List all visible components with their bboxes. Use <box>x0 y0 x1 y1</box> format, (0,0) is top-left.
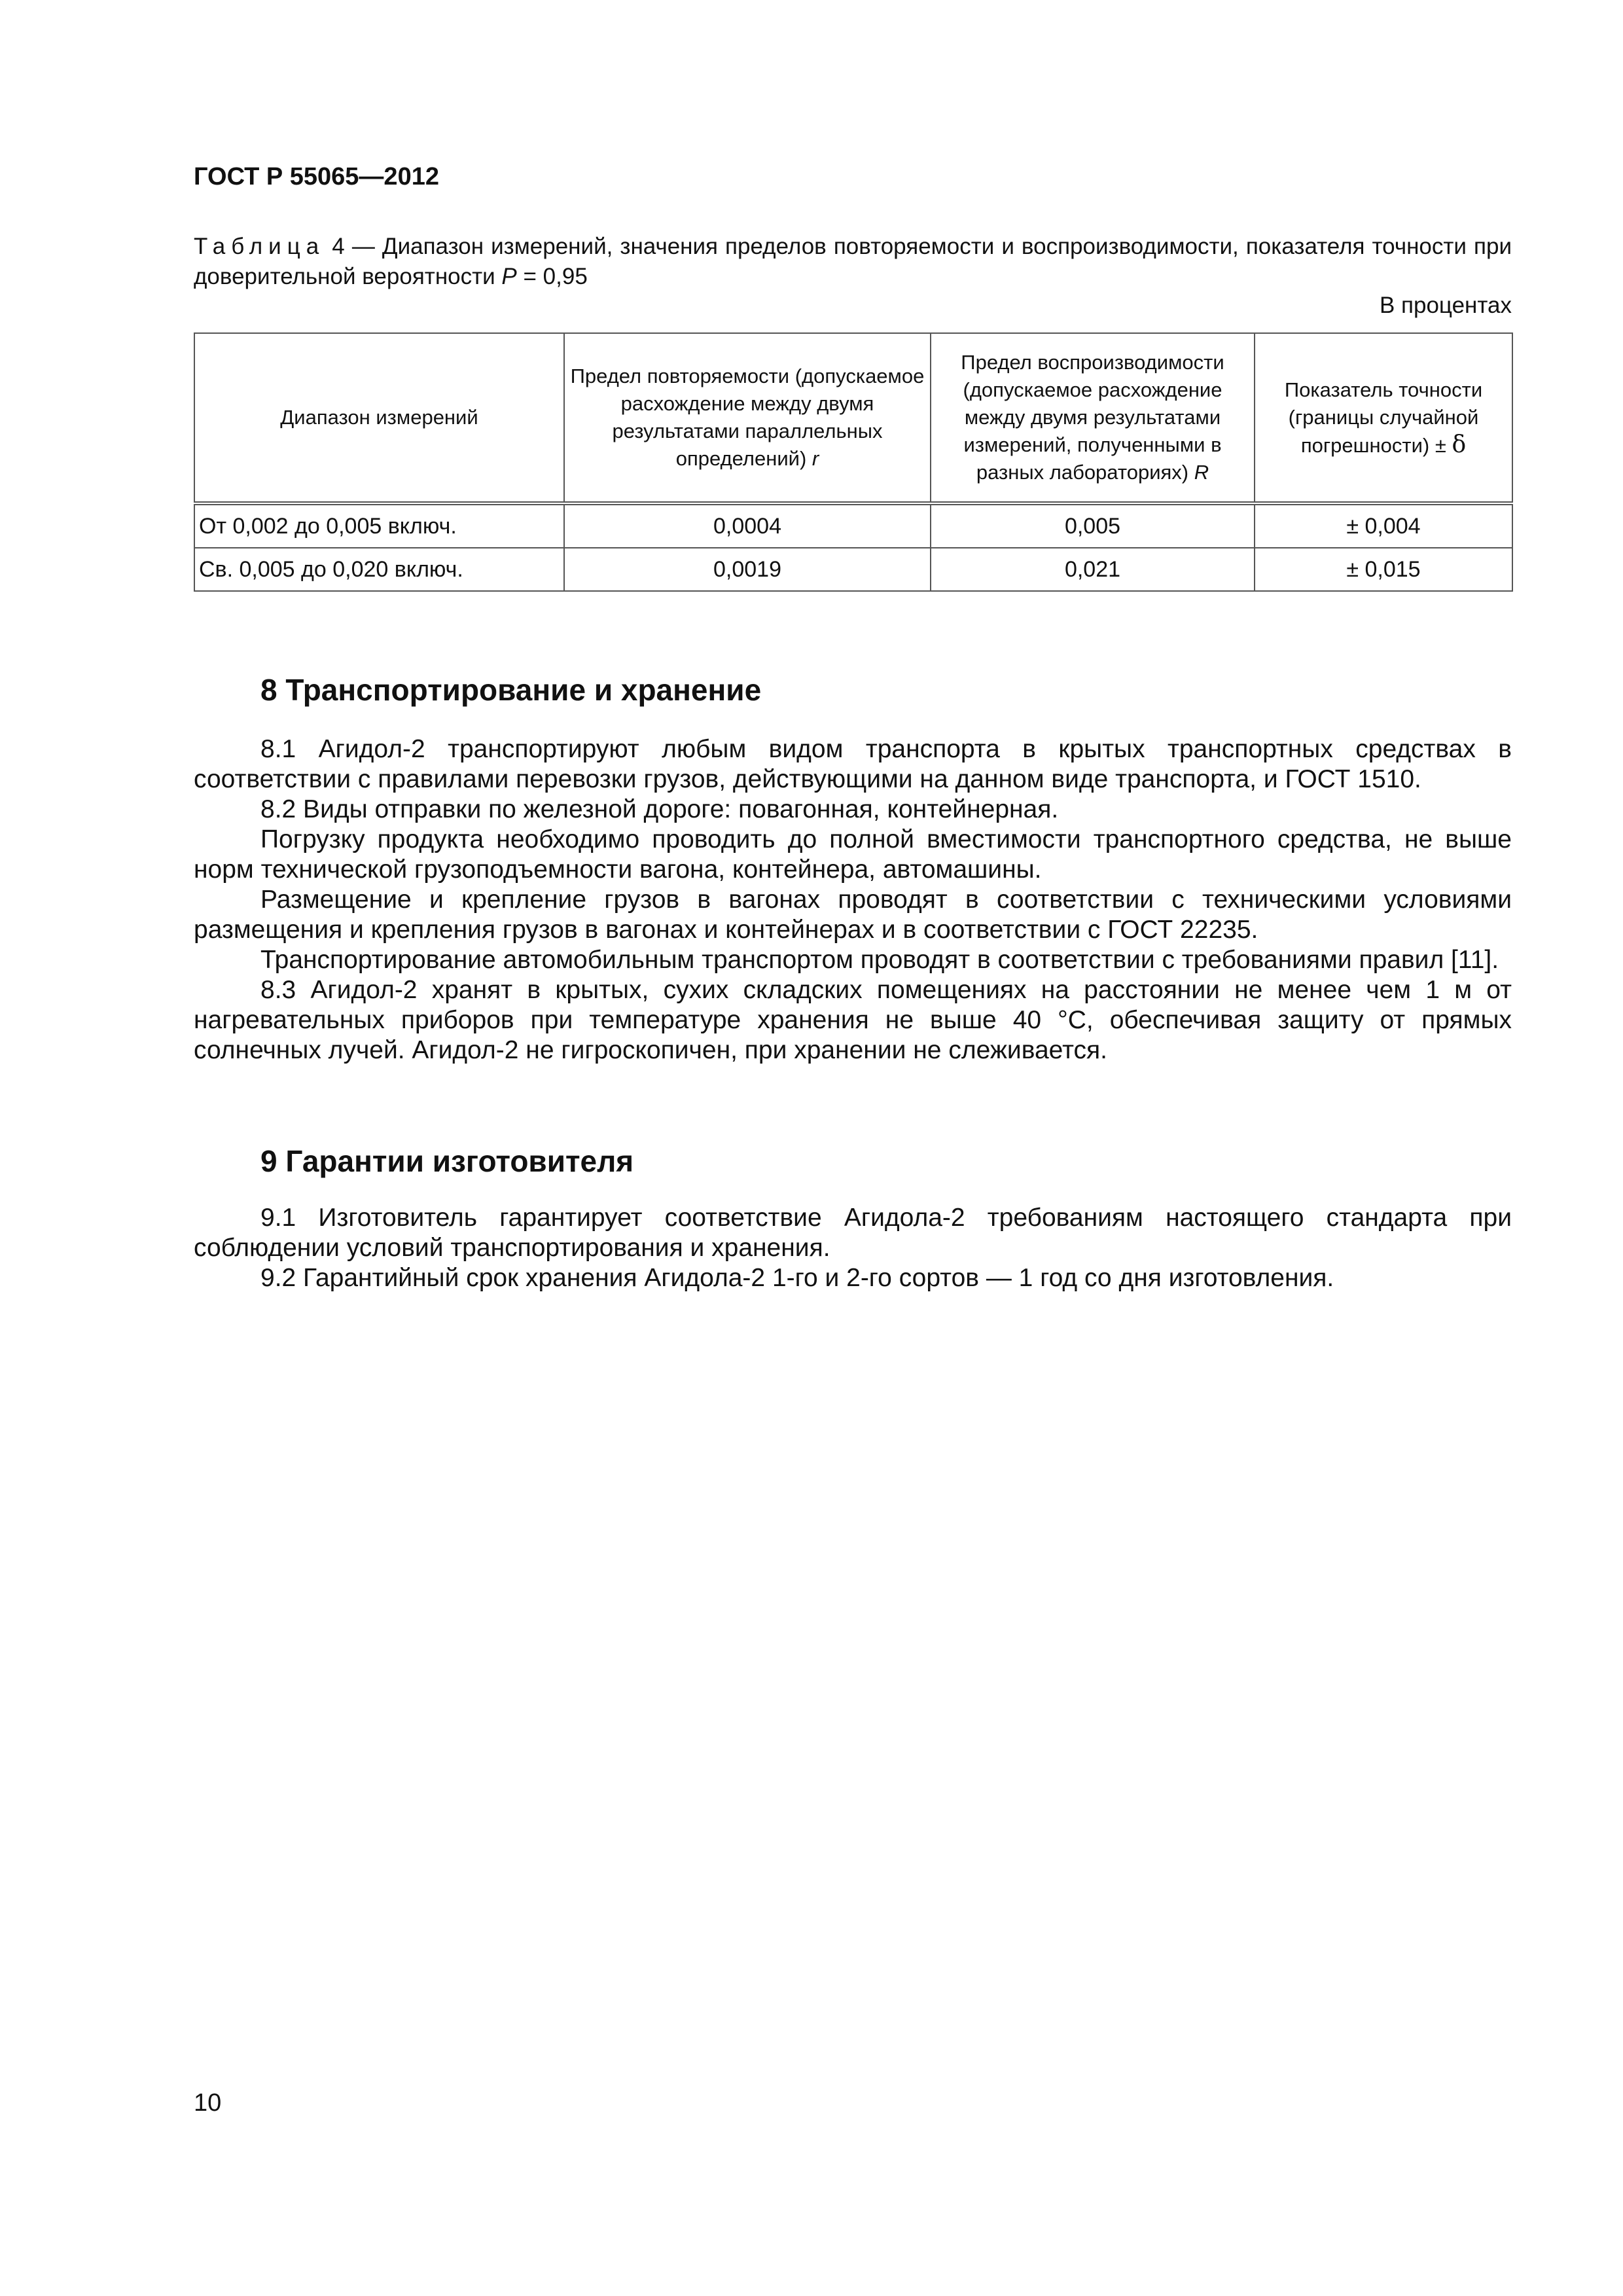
table-caption-variable: P <box>501 264 517 289</box>
table-cell: ± 0,004 <box>1255 503 1512 548</box>
table-cell: 0,0019 <box>564 548 931 591</box>
paragraph: 8.2 Виды отправки по железной дороге: повагонная, контейнерная. <box>260 795 1059 823</box>
table-header-row <box>194 333 1512 503</box>
table-row <box>194 548 1512 591</box>
header-reproducibility: Предел воспроизводимости (допускаемое расхождение между двумя результатами измерений, полученными в разных лабораториях) R <box>931 333 1255 503</box>
document-id: ГОСТ Р 55065—2012 <box>194 163 439 190</box>
section-9-title: 9 Гарантии изготовителя <box>260 1144 634 1178</box>
table-caption-tail: = 0,95 <box>516 264 588 289</box>
table-cell: 0,0004 <box>564 503 931 548</box>
table-caption-number: 4 <box>332 234 345 259</box>
paragraph: 9.1 Изготовитель гарантирует соответствие Агидола-2 требованиям настоящего стандарта при соблюдении условий транспортирования и хранения. <box>194 1204 1512 1262</box>
page-number: 10 <box>194 2089 222 2117</box>
header-accuracy: Показатель точности (границы случайной погрешности) ± δ <box>1255 333 1512 503</box>
table-cell: От 0,002 до 0,005 включ. <box>194 503 564 548</box>
section-9-body <box>194 1203 1512 1293</box>
table-cell: Св. 0,005 до 0,020 включ. <box>194 548 564 591</box>
header-repeatability: Предел повторяемости (допускаемое расхождение между двумя результатами параллельных определений) r <box>564 333 931 503</box>
paragraph: 8.3 Агидол-2 хранят в крытых, сухих складских помещениях на расстоянии не менее чем 1 м от нагревательных приборов при температуре хранения не выше 40 °С, обеспечивая защиту от прямых солнечных лучей. Агидол-2 не гигроскопичен, при хранении не слеживается. <box>194 976 1512 1064</box>
table-row <box>194 503 1512 548</box>
table-units: В процентах <box>1379 293 1512 318</box>
paragraph: Погрузку продукта необходимо проводить до полной вместимости транспортного средства, не выше норм технической грузоподъемности вагона, контейнера, автомашины. <box>194 825 1512 884</box>
paragraph: 9.2 Гарантийный срок хранения Агидола-2 1-го и 2-го сортов — 1 год со дня изготовления. <box>260 1264 1334 1292</box>
table-cell: ± 0,015 <box>1255 548 1512 591</box>
section-8-body <box>194 734 1512 1066</box>
table-caption-label: Таблица <box>194 234 325 259</box>
section-8-title: 8 Транспортирование и хранение <box>260 673 762 707</box>
paragraph: 8.1 Агидол-2 транспортируют любым видом транспорта в крытых транспортных средствах в соответствии с правилами перевозки грузов, действующими на данном виде транспорта, и ГОСТ 1510. <box>194 735 1512 793</box>
table-cell: 0,021 <box>931 548 1255 591</box>
paragraph: Транспортирование автомобильным транспортом проводят в соответствии с требованиями правил [11]. <box>260 946 1499 974</box>
header-range: Диапазон измерений <box>194 333 564 503</box>
data-table <box>194 332 1513 592</box>
table-caption-text: — Диапазон измерений, значения пределов повторяемости и воспроизводимости, показателя точности при доверительной вероятности <box>194 234 1512 289</box>
table-cell: 0,005 <box>931 503 1255 548</box>
paragraph: Размещение и крепление грузов в вагонах проводят в соответствии с техническими условиями размещения и крепления грузов в вагонах и контейнерах и в соответствии с ГОСТ 22235. <box>194 886 1512 944</box>
table-caption <box>194 232 1512 292</box>
